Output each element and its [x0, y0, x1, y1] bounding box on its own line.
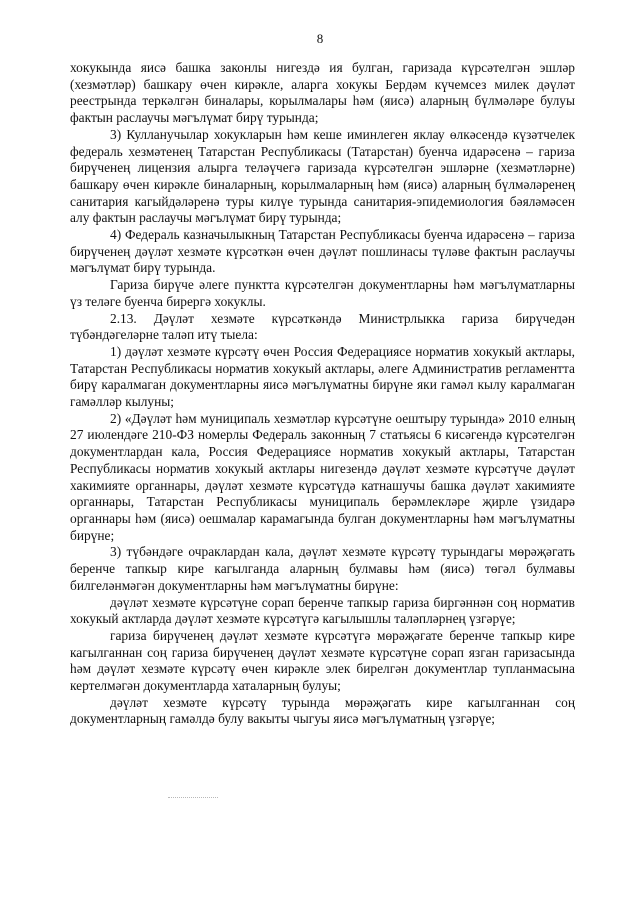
paragraph-applicant-right: Гариза бирүче әлеге пунктта күрсәтелгән документларны һәм мәгълүматларны үз теләге буенча бирергә хокуклы.: [70, 277, 575, 309]
paragraph-item-4: 4) Федераль казначылыкның Татарстан Республикасы буенча идарәсенә – гариза бирүченең дәүләт хезмәте күрсәткән өчен дәүләт пошлинасы түләве фактын раслаучы мәгълүмат бирү турында.: [70, 227, 575, 276]
paragraph-exception-2: гариза бирүченең дәүләт хезмәте күрсәтүгә мөрәҗәгате беренче тапкыр кире кагылганнан соң гариза бирүченең дәүләт хезмәте күрсәтүне сорап язган гаризасында һәм дәүләт хезмәте күрсәтү өчен кирәкле элек бирелгән документлар тупланмасына кертелмәгән документларда хаталарның булуы;: [70, 627, 575, 694]
page-number: 8: [316, 31, 324, 46]
paragraph-item-3: 3) Кулланучылар хокукларын һәм кеше иминлеген яклау өлкәсендә күзәтчелек федераль хезмәтенең Татарстан Республикасы (Татарстан) буенча идарәсенә – гариза бирүченең лицензия алырга теләүчегә гаризада күрсәтелгән эшләрне (хезмәтләрне) башкару өчен кирәкле биналарның, корылмаларның һәм (яисә) аларның бүлмәләренең санитария кагыйдәләренә туры килүе турында санитария-эпидемиология бәяләмәсен алу фактын раслаучы мәгълүмат бирү турында;: [70, 126, 575, 226]
document-body: [70, 60, 575, 728]
paragraph-prohibition-1: 1) дәүләт хезмәте күрсәтү өчен Россия Федерациясе норматив хокукый актлары, Татарстан Республикасы норматив хокукый актлары, әлеге Административ регламентта бирү каралмаган документларны яисә мәгълүматны бирүне яки гамәл кылу каралмаган гамәлләр кылуны;: [70, 343, 575, 410]
scan-artifact: [168, 797, 218, 800]
paragraph-continuation: хокукында яисә башка законлы нигездә ия булган, гаризада күрсәтелгән эшләр (хезмәтләр) башкару өчен кирәкле, аларга хокукы Бердәм күчемсез милек дәүләт реестрында теркәлгән биналары, корылмалары һәм (яисә) аларның бүлмәләре булуы фактын раслаучы мәгълүмат бирү турында;: [70, 60, 575, 126]
paragraph-exception-1: дәүләт хезмәте күрсәтүне сорап беренче тапкыр гариза биргәннән соң норматив хокукый актларда дәүләт хезмәте күрсәтүгә кагылышлы таләпләрнең үзгәрүе;: [70, 594, 575, 627]
paragraph-exception-3: дәүләт хезмәте күрсәтү турында мөрәҗәгать кире кагылганнан соң документларның гамәлдә булу вакыты чыгуы яисә мәгълүматның үзгәрүе;: [70, 694, 575, 727]
paragraph-prohibition-2: 2) «Дәүләт һәм муниципаль хезмәтләр күрсәтүне оештыру турында» 2010 елның 27 июлендәге 210-ФЗ номерлы Федераль законның 7 статьясы 6 кисәгендә күрсәтелгән документлардан кала, Россия Федерациясе норматив хокукый актлары, Татарстан Республикасы норматив хокукый актлары нигезендә дәүләт хезмәте күрсәтүче дәүләт хакимияте органнары, дәүләт хезмәте күрсәтүдә катнашучы башка дәүләт хакимияте органнары, Татарстан Республикасы муниципаль берәмлекләре җирле үзидарә органнары һәм (яисә) оешмалар карамагында булган документларны һәм мәгълүматны бирүне;: [70, 410, 575, 543]
paragraph-prohibition-3: 3) түбәндәге очраклардан кала, дәүләт хезмәте күрсәтү турындагы мөрәҗәгать беренче тапкыр кире кагылганда аларның булмавы һәм (яисә) төгәл булмавы билгеләнмәгән документларны һәм мәгълүматны бирүне:: [70, 544, 575, 593]
paragraph-section-2-13: 2.13. Дәүләт хезмәте күрсәткәндә Министрлыкка гариза бирүчедән түбәндәгеләрне таләп итү тыела:: [70, 310, 575, 343]
